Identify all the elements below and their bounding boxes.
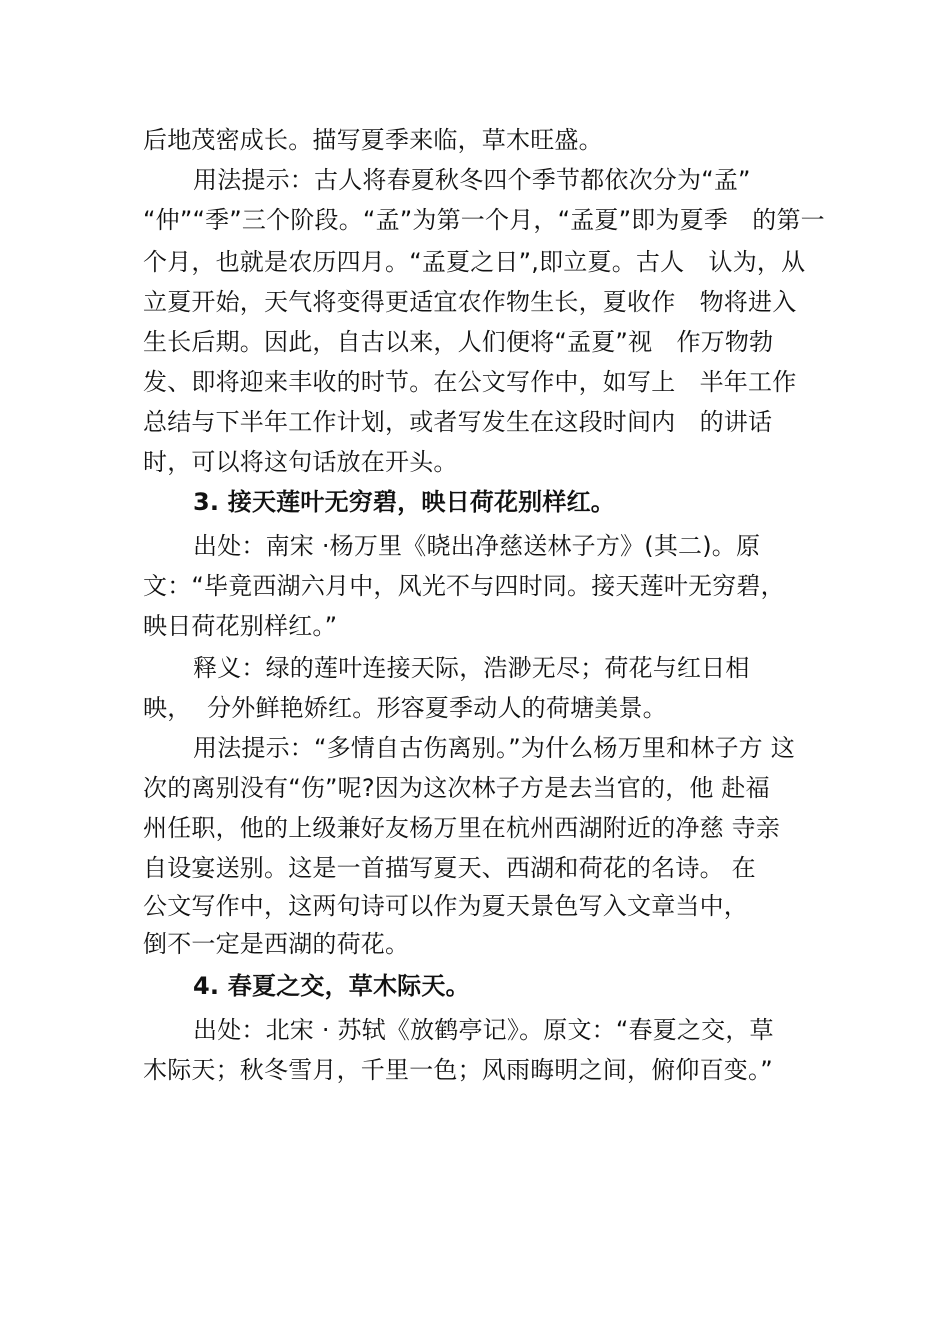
text-line: 公文写作中，这两句诗可以作为夏天景色写入文章当中，	[143, 892, 748, 920]
text-line: 映， 分外鲜艳娇红。形容夏季动人的荷塘美景。	[143, 694, 667, 722]
text-line: 用法提示：古人将春夏秋冬四个季节都依次分为“孟”	[193, 166, 751, 194]
text-line: “仲”“季”三个阶段。“孟”为第一个月，“孟夏”即为夏季 的第一	[143, 206, 825, 234]
text-line: 倒不一定是西湖的荷花。	[143, 930, 410, 958]
text-line: 映日荷花别样红。”	[143, 612, 338, 640]
text-line: 生长后期。因此，自古以来，人们便将“孟夏”视 作万物勃	[143, 328, 774, 356]
text-line: 用法提示：“多情自古伤离别。”为什么杨万里和林子方 这	[193, 734, 795, 762]
text-line: 出处：南宋 ·杨万里《晓出净慈送林子方》(其二)。原	[193, 532, 761, 560]
text-line: 自设宴送别。这是一首描写夏天、西湖和荷花的名诗。 在	[143, 854, 756, 882]
text-line: 州任职，他的上级兼好友杨万里在杭州西湖附近的净慈 寺亲	[143, 814, 781, 842]
text-line: 后地茂密成长。描写夏季来临，草木旺盛。	[143, 126, 603, 154]
text-line: 时，可以将这句话放在开头。	[143, 448, 458, 476]
text-line: 释义：绿的莲叶连接天际，浩渺无尽；荷花与红日相	[193, 654, 750, 682]
text-line: 木际天；秋冬雪月，千里一色；风雨晦明之间，俯仰百变。”	[143, 1056, 773, 1084]
text-line: 出处：北宋 · 苏轼《放鹤亭记》。原文：“春夏之交，草	[193, 1016, 774, 1044]
section-heading: 3. 接天莲叶无穷碧，映日荷花别样红。	[193, 488, 615, 516]
text-line: 个月，也就是农历四月。“孟夏之日”,即立夏。古人 认为，从	[143, 248, 806, 276]
text-line: 立夏开始，天气将变得更适宜农作物生长，夏收作 物将进入	[143, 288, 797, 316]
text-line: 总结与下半年工作计划，或者写发生在这段时间内 的讲话	[143, 408, 773, 436]
text-line: 文：“毕竟西湖六月中，风光不与四时同。接天莲叶无穷碧，	[143, 572, 785, 600]
section-heading: 4. 春夏之交，草木际天。	[193, 972, 470, 1000]
text-line: 次的离别没有“伤”呢?因为这次林子方是去当官的，他 赴福	[143, 774, 770, 802]
text-line: 发、即将迎来丰收的时节。在公文写作中，如写上 半年工作	[143, 368, 797, 396]
